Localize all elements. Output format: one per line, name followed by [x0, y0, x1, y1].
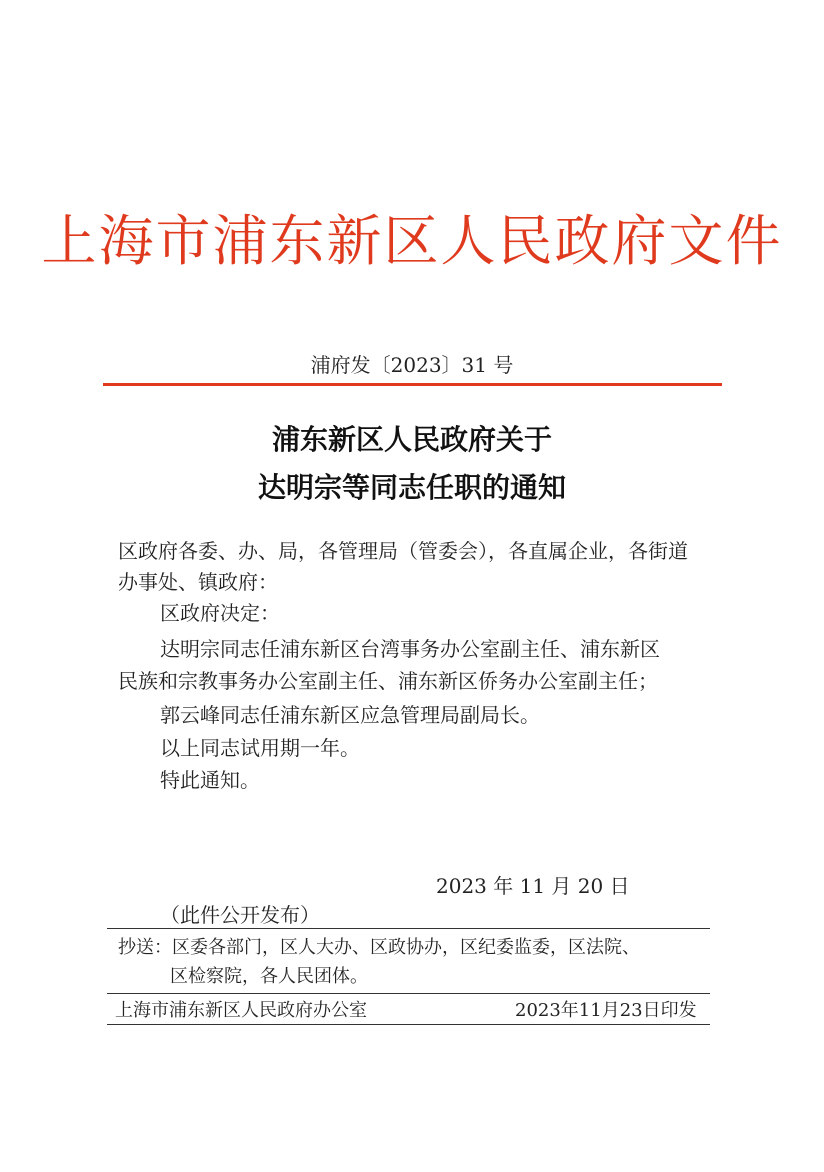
issuing-office: 上海市浦东新区人民政府办公室 [115, 1000, 367, 1021]
addressee-line-1: 区政府各委、办、局，各管理局（管委会），各直属企业，各街道 [118, 539, 688, 563]
document-number: 浦府发〔2023〕31 号 [310, 353, 514, 377]
addressee-line-2: 办事处、镇政府： [118, 570, 278, 594]
probation-line: 以上同志试用期一年。 [160, 736, 360, 760]
document-title-line-1: 浦东新区人民政府关于 [271, 423, 552, 456]
document-title-line-2: 达明宗等同志任职的通知 [257, 471, 566, 504]
cc-bottom-rule [107, 993, 710, 994]
appointment-1-line-1: 达明宗同志任浦东新区台湾事务办公室副主任、浦东新区 [160, 637, 660, 661]
appointment-1-line-2: 民族和宗教事务办公室副主任、浦东新区侨务办公室副主任； [118, 669, 658, 693]
print-date: 2023年11月23日印发 [515, 1000, 697, 1021]
appointment-2-line: 郭云峰同志任浦东新区应急管理局副局长。 [160, 703, 540, 727]
footer-bottom-rule [107, 1024, 710, 1025]
cc-line-1: 抄送：区委各部门，区人大办、区政协办，区纪委监委，区法院、 [118, 937, 640, 958]
cc-line-2: 区检察院，各人民团体。 [170, 966, 368, 987]
closing-line: 特此通知。 [160, 768, 260, 792]
issue-date: 2023 年 11 月 20 日 [436, 874, 630, 898]
red-separator-line [103, 383, 722, 386]
decision-line: 区政府决定： [160, 601, 280, 625]
document-masthead: 上海市浦东新区人民政府文件 [41, 209, 783, 273]
cc-top-rule [107, 928, 710, 929]
publication-note: （此件公开发布） [160, 903, 320, 927]
